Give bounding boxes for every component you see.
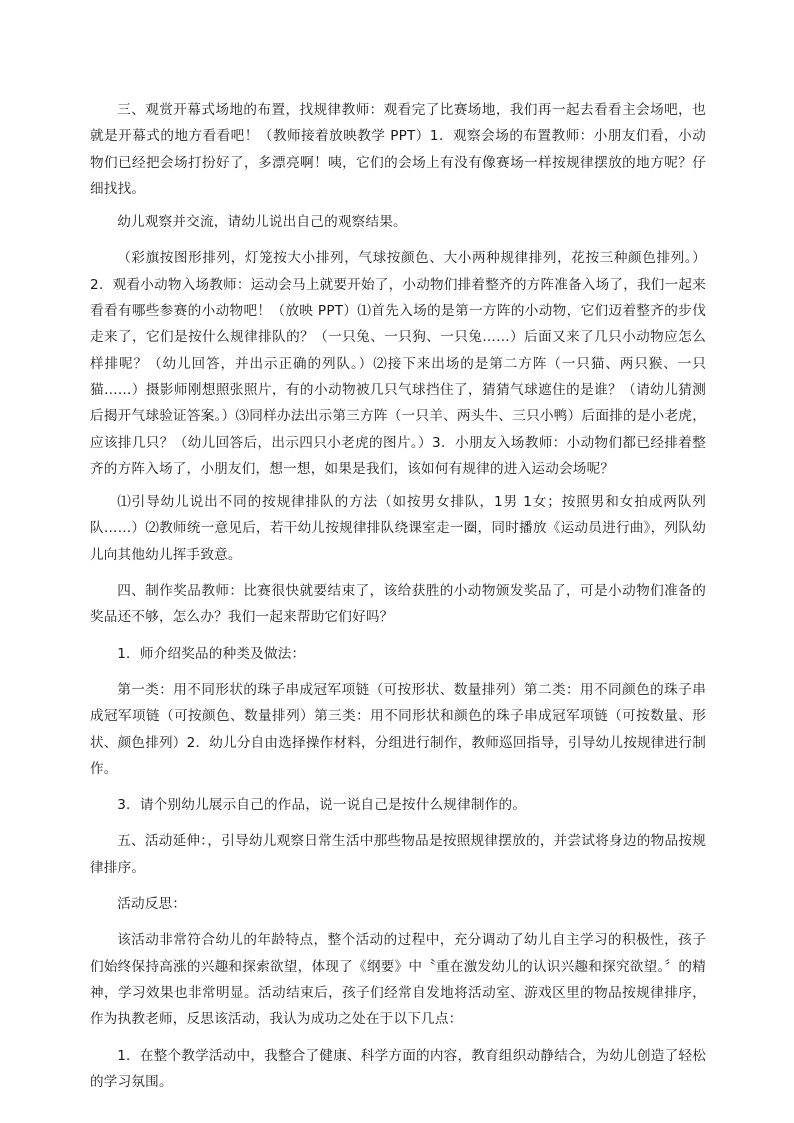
paragraph-reflection-heading: 活动反思： (117, 896, 187, 913)
paragraph-section-three: 三、观赏开幕式场地的布置，找规律教师：观看完了比赛场地，我们再一起去看看主会场吧，也就是开幕式的地方看看吧！（教师接着放映教学 PPT）1．观察会场的布置教师：小朋友们看，小动物们已经把会场打扮好了，多漂亮啊！咦，它们的会场上有没有像赛场一样按规律摆放的地方呢？仔细找找。 (90, 102, 706, 197)
paragraph-prize-types: 第一类：用不同形状的珠子串成冠军项链（可按形状、数量排列）第二类：用不同颜色的珠子串成冠军项链（可按颜色、数量排列）第三类：用不同形状和颜色的珠子串成冠军项链（可按数量、形状、颜色排列）2．幼儿分自由选择操作材料，分组进行制作，教师巡回指导，引导幼儿按规律进行制作。 (90, 681, 706, 777)
paragraph-section-five: 五、活动延伸：，引导幼儿观察日常生活中那些物品是按照规律摆放的，并尝试将身边的物品按规律排序。 (90, 833, 706, 876)
paragraph-animal-entrance: （彩旗按图形排列，灯笼按大小排列，气球按颜色、大小两种规律排列，花按三种颜色排列。）2．观看小动物入场教师：运动会马上就要开始了，小动物们排着整齐的方阵准备入场了，我们一起来看看有哪些参赛的小动物吧！（放映 PPT）⑴首先入场的是第一方阵的小动物，它们迈着整齐的步伐走来了，它们是按什么规律排队的？（一只兔、一只狗、一只兔……）后面又来了几只小动物应怎么样排呢？（幼儿回答，并出示正确的列队。）⑵接下来出场的是第二方阵（一只猫、两只猴、一只猫……）摄影师刚想照张照片，有的小动物被几只气球挡住了，猜猜气球遮住的是谁？（请幼儿猜测后揭开气球验证答案。）⑶同样办法出示第三方阵（一只羊、两头牛、三只小鸭）后面排的是小老虎，应该排几只？（幼儿回答后，出示四只小老虎的图片。）3．小朋友入场教师：小动物们都已经排着整齐的方阵入场了，小朋友们，想一想，如果是我们，该如何有规律的进入运动会场呢？ (90, 250, 706, 477)
paragraph-child-queue: ⑴引导幼儿说出不同的按规律排队的方法（如按男女排队，1男 1女；按照男和女拍成两队列队……）⑵教师统一意见后，若干幼儿按规律排队绕课室走一圈，同时播放《运动员进行曲》，列队幼儿向其他幼儿挥手致意。 (90, 494, 706, 563)
paragraph-section-four: 四、制作奖品教师：比赛很快就要结束了，该给获胜的小动物颁发奖品了，可是小动物们准备的奖品还不够，怎么办？我们一起来帮助它们好吗？ (90, 583, 706, 626)
paragraph-reflection-body: 该活动非常符合幼儿的年龄特点，整个活动的过程中，充分调动了幼儿自主学习的积极性，孩子们始终保持高涨的兴趣和探索欲望，体现了《纲要》中〝重在激发幼儿的认识兴趣和探究欲望。〞的精神，学习效果也非常明显。活动结束后，孩子们经常自发地将活动室、游戏区里的物品按规律排序，作为执教老师，反思该活动，我认为成功之处在于以下几点： (90, 932, 706, 1028)
paragraph-observe-exchange: 幼儿观察并交流，请幼儿说出自己的观察结果。 (117, 214, 407, 231)
paragraph-show-work: 3．请个别幼儿展示自己的作品，说一说自己是按什么规律制作的。 (117, 797, 527, 814)
document-body (90, 97, 706, 1105)
paragraph-reflection-point-one: 1．在整个教学活动中，我整合了健康、科学方面的内容，教育组织动静结合，为幼儿创造了轻松的学习氛围。 (90, 1047, 706, 1090)
paragraph-prize-intro: 1．师介绍奖品的种类及做法： (117, 645, 306, 662)
